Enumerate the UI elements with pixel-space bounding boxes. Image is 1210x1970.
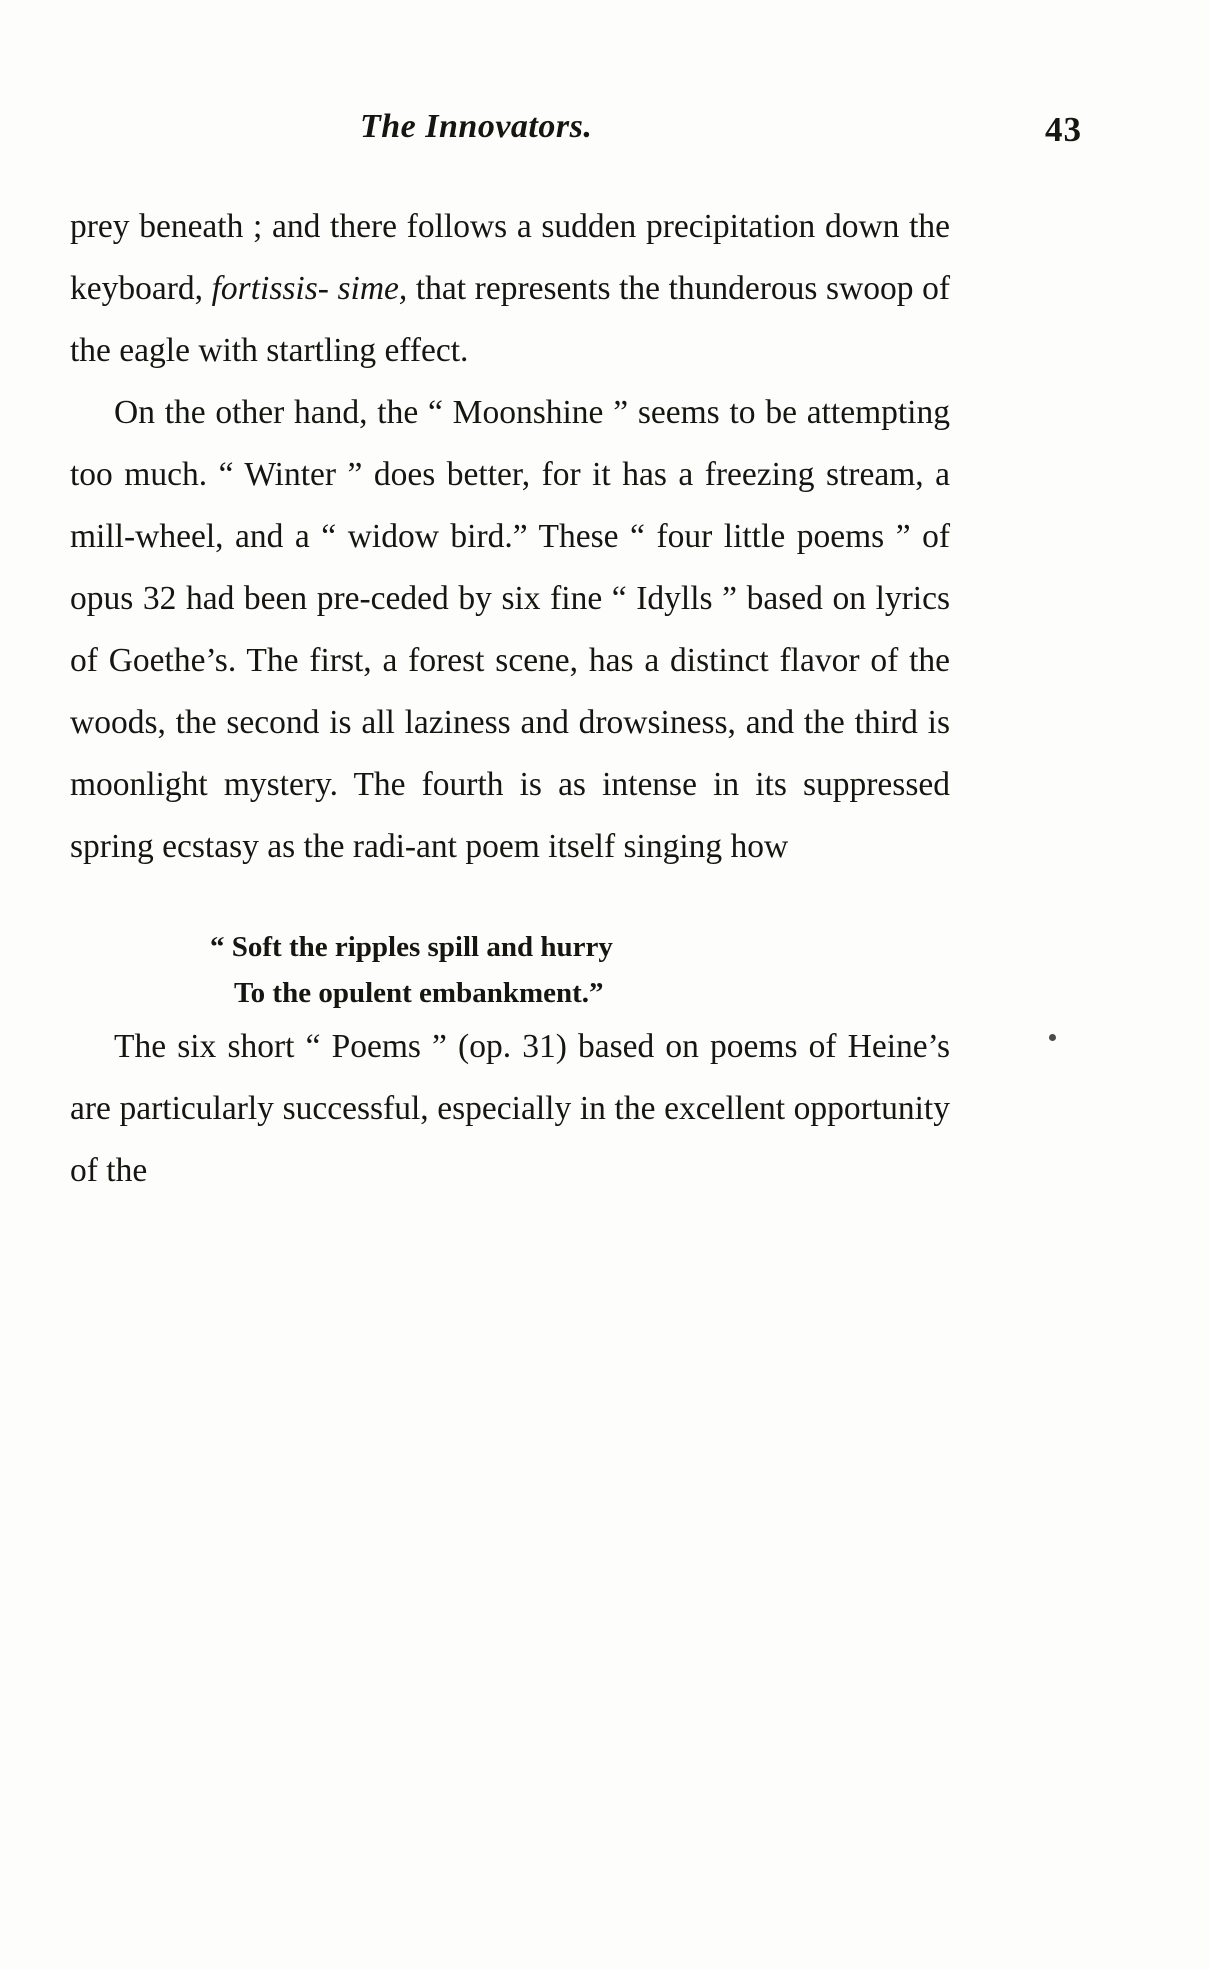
body-text-run: that represents the thunderous swoop of the eagle with startling effect. [70, 270, 950, 369]
verse-line: To the opulent embankment.” [234, 977, 604, 1009]
body-text [70, 196, 950, 1202]
paragraph-1 [70, 196, 950, 382]
verse-quotation [70, 924, 950, 1016]
paragraph-2 [70, 382, 950, 878]
body-text-run: The six short “ Poems ” (op. 31) based on poems of Heine’s are particularly successful, especially in the excellent opportunity of the [70, 1028, 950, 1189]
verse-line: “ Soft the ripples spill and hurry [210, 931, 613, 963]
body-text-run [329, 270, 338, 307]
body-text-run: On the other hand, the “ Moonshine ” seems to be attempting too much. “ Winter ” does better, for it has a freezing stream, a mill-wheel, and a “ widow bird.” These “ four little poems ” of opus 32 had been pre-ceded by six fine “ Idylls ” based on lyrics of Goethe’s. The first, a forest scene, has a distinct flavor of the woods, the second is all laziness and drowsiness, and the third is moonlight mystery. The fourth is as intense in its suppressed spring ecstasy as the radi-ant poem itself singing how [70, 394, 950, 865]
italic-text: fortissis- [211, 270, 329, 307]
page-number: 43 [1045, 110, 1082, 149]
body-text-run: prey beneath ; and there follows a sudden precipitation down the keyboard, [70, 208, 950, 307]
running-head-title: The Innovators. [360, 108, 593, 145]
italic-text: sime, [337, 270, 408, 307]
paragraph-3 [70, 1016, 950, 1202]
running-head [70, 108, 1140, 164]
ink-speck [1049, 1034, 1056, 1041]
